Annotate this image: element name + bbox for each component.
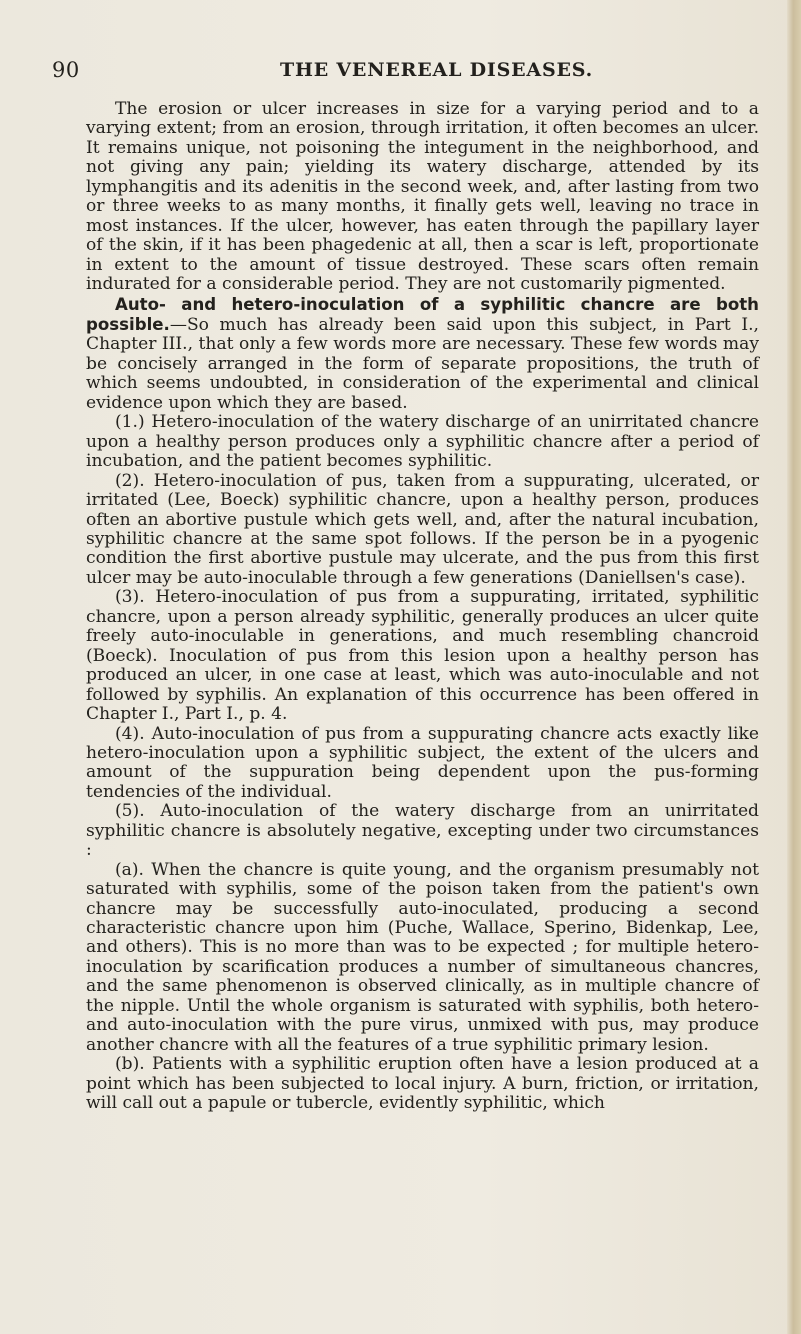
body-text [86,100,759,1114]
section-intro-text: —So much has already been said upon this subject, in Part I., Chapter III., that only a few words more are necessary. These few words may be concisely arranged in the form of separate propositions, the truth of which seems undoubted, in consideration of the experimental and clinical evidence upon which they are based. [86,314,759,413]
proposition-3: (3). Hetero-inoculation of pus from a suppurating, irritated, syphilitic chancre, upon a person already syphilitic, generally produces an ulcer quite freely auto-inoculable in generations, and much resembling chancroid (Boeck). Inoculation of pus from this lesion upon a healthy person has produced an ulcer, in one case at least, which was auto-inoculable and not followed by syphilis. An explanation of this occurrence has been offered in Chapter I., Part I., p. 4. [86,587,759,725]
proposition-4: (4). Auto-inoculation of pus from a suppurating chancre acts exactly like hetero-inoculation upon a syphilitic subject, the extent of the ulcers and amount of the suppuration being dependent upon the pus-forming tendencies of the individual. [86,723,759,802]
page-number: 90 [52,58,80,82]
proposition-5: (5). Auto-inoculation of the watery discharge from an unirritated syphilitic chancre is absolutely negative, excepting under two circumstances : [86,801,759,861]
page-edge [787,0,801,1334]
proposition-1: (1.) Hetero-inoculation of the watery discharge of an unirritated chancre upon a healthy person produces only a syphilitic chancre after a period of incubation, and the patient becomes syphilitic. [86,412,759,472]
page-header [52,58,752,84]
running-title: THE VENEREAL DISEASES. [280,59,594,81]
paragraph-erosion: The erosion or ulcer increases in size for a varying period and to a varying extent; from an erosion, through irritation, it often becomes an ulcer. It remains unique, not poisoning the integument in the neighborhood, and not giving any pain; yielding its watery discharge, attended by its lymphangitis and its adenitis in the second week, and, after lasting from two or three weeks to as many months, it finally gets well, leaving no trace in most instances. If the ulcer, however, has eaten through the papillary layer of the skin, if it has been phagedenic at all, then a scar is left, proportionate in extent to the amount of tissue destroyed. These scars often remain indurated for a considerable period. They are not customarily pigmented. [86,99,759,295]
paragraph-inoculation-intro [86,295,759,414]
proposition-5a: (a). When the chancre is quite young, and the organism presumably not saturated with syphilis, some of the poison taken from the patient's own chancre may be successfully auto-inoculated, producing a second characteristic chancre upon him (Puche, Wallace, Sperino, Bidenkap, Lee, and others). This is no more than was to be expected ; for multiple hetero-inoculation by scarification produces a number of simultaneous chancres, and the same phenomenon is observed clinically, as in multiple chancre of the nipple. Until the whole organism is saturated with syphilis, both hetero- and auto-inoculation with the pure virus, unmixed with pus, may produce another chancre with all the features of a true syphilitic primary lesion. [86,859,759,1055]
proposition-2: (2). Hetero-inoculation of pus, taken from a suppurating, ulcerated, or irritated (Lee, Boeck) syphilitic chancre, upon a healthy person, produces often an abortive pustule which gets well, and, after the natural incubation, syphilitic chancre at the same spot follows. If the person be in a pyogenic condition the first abortive pustule may ulcerate, and the pus from this first ulcer may be auto-inoculable through a few generations (Daniellsen's case). [86,470,759,588]
proposition-5b: (b). Patients with a syphilitic eruption often have a lesion produced at a point which has been subjected to local injury. A burn, friction, or irritation, will call out a papule or tubercle, evidently syphilitic, which [86,1054,759,1114]
section-heading: Auto- and hetero-inoculation of a syphilitic chancre are both possible. [86,294,759,334]
